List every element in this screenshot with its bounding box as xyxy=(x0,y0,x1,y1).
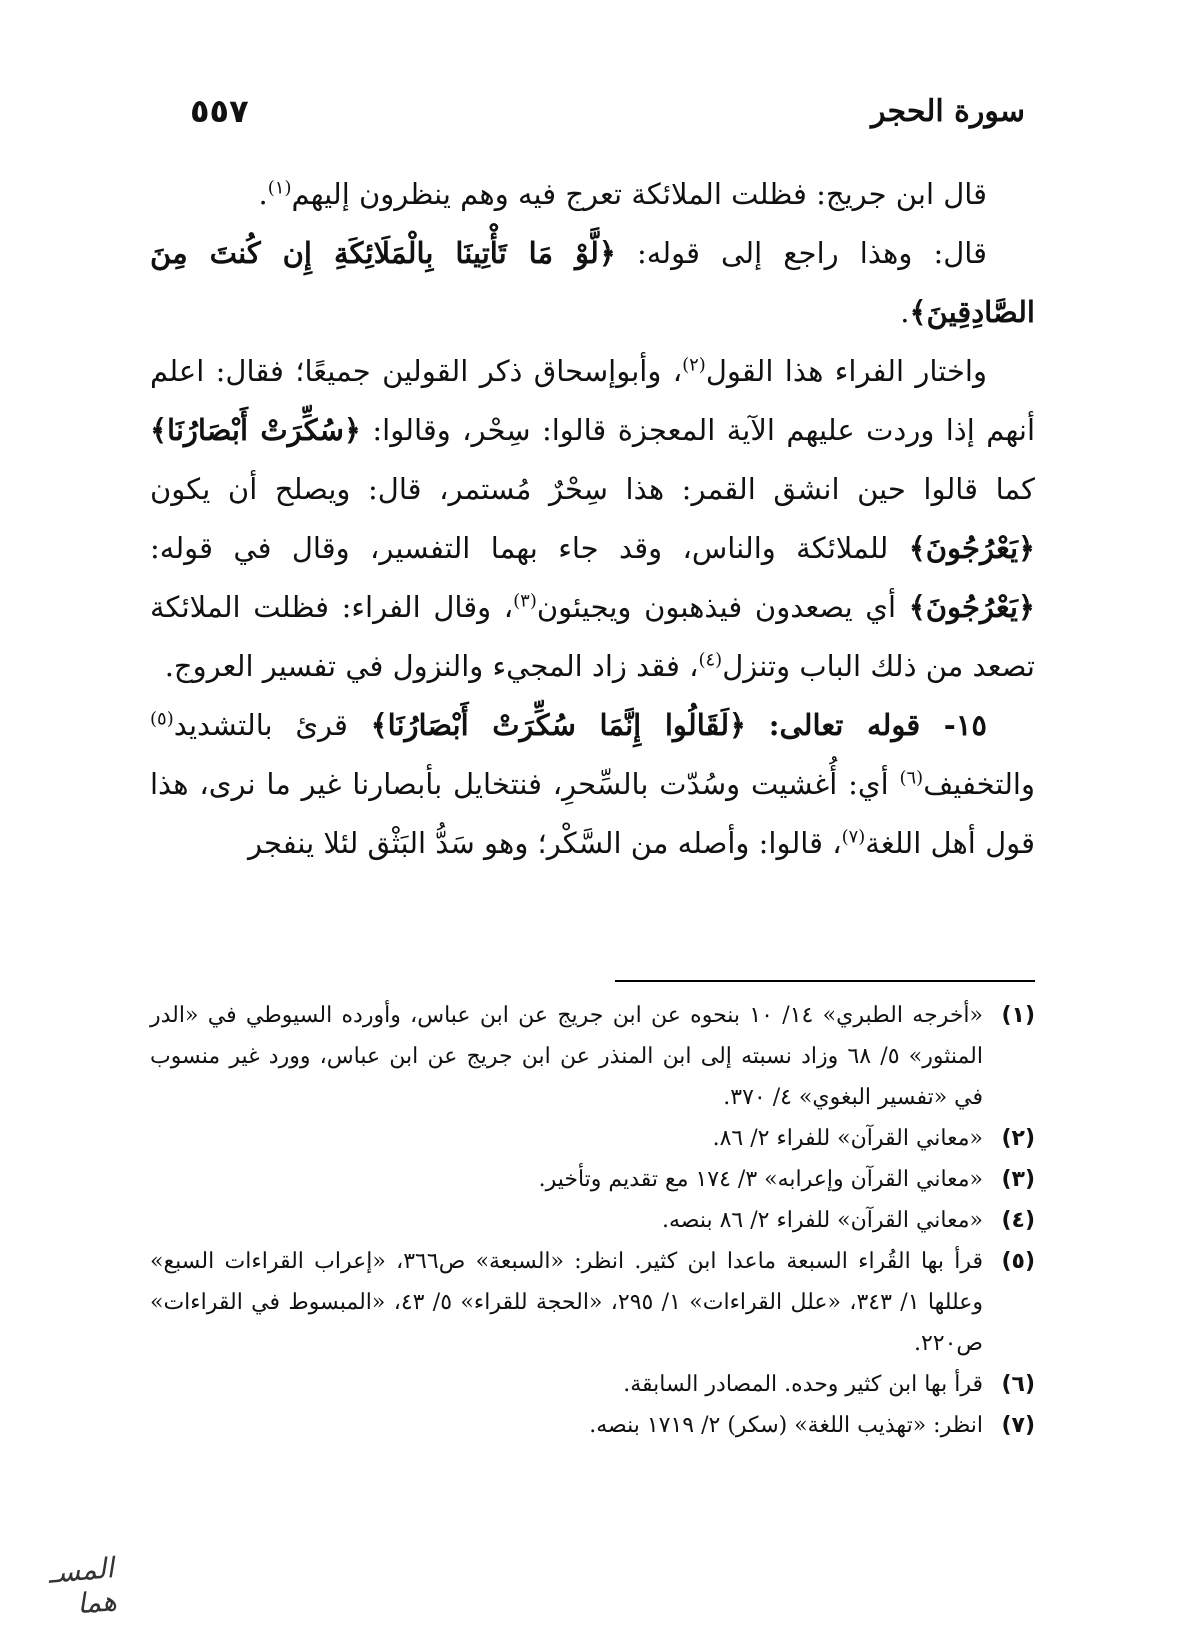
quran-verse: ﴿يَعْرُجُونَ﴾ xyxy=(908,590,1035,624)
footnote-item xyxy=(150,1405,1035,1446)
footnote-ref-2[interactable]: (٢) xyxy=(682,354,706,376)
footnote-text: انظر: «تهذيب اللغة» (سكر) ٢/ ١٧١٩ بنصه. xyxy=(589,1413,983,1438)
footnote-text: «معاني القرآن» للفراء ٢/ ٨٦. xyxy=(712,1126,983,1151)
paragraph-1: قال ابن جريج: فظلت الملائكة تعرج فيه وهم ينظرون إليهم$^{(١)}$. xyxy=(258,177,987,211)
footnote-ref-1[interactable]: (١) xyxy=(267,177,292,199)
quran-verse: ﴿يَعْرُجُونَ﴾ xyxy=(908,531,1036,565)
footnote-item xyxy=(150,1241,1035,1364)
quran-verse: ﴿لَقَالُوا إِنَّمَا سُكِّرَتْ أَبْصَارُنَا﴾ xyxy=(370,708,747,742)
footnote-item xyxy=(150,995,1035,1118)
footnote-text: «معاني القرآن» للفراء ٢/ ٨٦ بنصه. xyxy=(661,1208,983,1233)
footnote-item xyxy=(150,1364,1035,1405)
footnote-ref-6[interactable]: (٦) xyxy=(899,767,924,789)
footnote-number: (٦) xyxy=(1001,1372,1035,1397)
footnote-number: (٢) xyxy=(1001,1126,1035,1151)
footnotes xyxy=(150,995,1035,1446)
footnote-number: (١) xyxy=(1001,1003,1035,1028)
footnote-number: (٥) xyxy=(1001,1249,1035,1274)
footnote-ref-4[interactable]: (٤) xyxy=(698,649,723,671)
footnote-text: قرأ بها القُراء السبعة ماعدا ابن كثير. انظر: «السبعة» ص٣٦٦، «إعراب القراءات السبع» وعللها ١/ ٣٤٣، «علل القراءات» ١/ ٢٩٥، «الحجة للقراء» ٥/ ٤٣، «المبسوط في القراءات» ص٢٢٠. xyxy=(150,1249,984,1356)
footnote-divider xyxy=(615,980,1035,982)
paragraph-3: واختار الفراء هذا القول$^{(٢)}$، وأبوإسحاق ذكر القولين جميعًا؛ فقال: اعلم أنهم إذا وردت عليهم الآية المعجزة قالوا: سِحْر، وقالوا: ﴿سُكِّرَتْ أَبْصَارُنَا﴾ كما قالوا حين انشق القمر: هذا سِحْرٌ مُستمر، قال: ويصلح أن يكون ﴿يَعْرُجُونَ﴾ للملائكة والناس، وقد جاء بهما التفسير، وقال في قوله: ﴿يَعْرُجُونَ﴾ أي يصعدون فيذهبون ويجيئون$^{(٣)}$، وقال الفراء: فظلت الملائكة تصعد من ذلك الباب وتنزل$^{(٤)}$، فقد زاد المجيء والنزول في تفسير العروج. xyxy=(150,354,1036,683)
footnote-number: (٧) xyxy=(1001,1413,1035,1438)
footnote-item xyxy=(150,1159,1035,1200)
footnote-ref-7[interactable]: (٧) xyxy=(841,826,866,848)
footnote-ref-3[interactable]: (٣) xyxy=(513,590,537,612)
footnote-number: (٤) xyxy=(1001,1208,1035,1233)
footnote-number: (٣) xyxy=(1001,1167,1035,1192)
page-header xyxy=(190,86,1025,136)
quran-verse: ﴿لَّوْ مَا تَأْتِينَا بِالْمَلَائِكَةِ إِن كُنتَ مِنَ الصَّادِقِينَ﴾ xyxy=(150,236,1035,329)
footnote-ref-5[interactable]: (٥) xyxy=(150,708,174,730)
watermark-logo: المسـ هما xyxy=(46,1551,118,1621)
paragraph-2: قال: وهذا راجع إلى قوله: ﴿لَّوْ مَا تَأْتِينَا بِالْمَلَائِكَةِ إِن كُنتَ مِنَ الصَّادِقِينَ﴾. xyxy=(150,236,1035,329)
footnote-text: «معاني القرآن وإعرابه» ٣/ ١٧٤ مع تقديم وتأخير. xyxy=(538,1167,983,1192)
paragraph-4: ١٥- قوله تعالى: ﴿لَقَالُوا إِنَّمَا سُكِّرَتْ أَبْصَارُنَا﴾ قرئ بالتشديد$^{(٥)}$ والتخفيف$^{(٦)}$ أي: أُغشيت وسُدّت بالسِّحرِ، فنتخايل بأبصارنا غير ما نرى، هذا قول أهل اللغة$^{(٧)}$، قالوا: وأصله من السَّكْر؛ وهو سَدُّ البَثْق لئلا ينفجر xyxy=(150,708,1035,860)
main-text xyxy=(150,165,1035,873)
footnote-text: قرأ بها ابن كثير وحده. المصادر السابقة. xyxy=(623,1372,983,1397)
page-number: ٥٥٧ xyxy=(190,92,249,130)
footnote-item xyxy=(150,1118,1035,1159)
surah-title: سورة الحجر xyxy=(870,93,1025,129)
footnote-text: «أخرجه الطبري» ١٤/ ١٠ بنحوه عن ابن جريج عن ابن عباس، وأورده السيوطي في «الدر المنثور» ٥/ ٦٨ وزاد نسبته إلى ابن المنذر عن ابن جريج عن ابن عباس، وورد غير منسوب في «تفسير البغوي» ٤/ ٣٧٠. xyxy=(150,1003,984,1110)
footnote-item xyxy=(150,1200,1035,1241)
quran-verse: ﴿سُكِّرَتْ أَبْصَارُنَا﴾ xyxy=(150,413,361,447)
